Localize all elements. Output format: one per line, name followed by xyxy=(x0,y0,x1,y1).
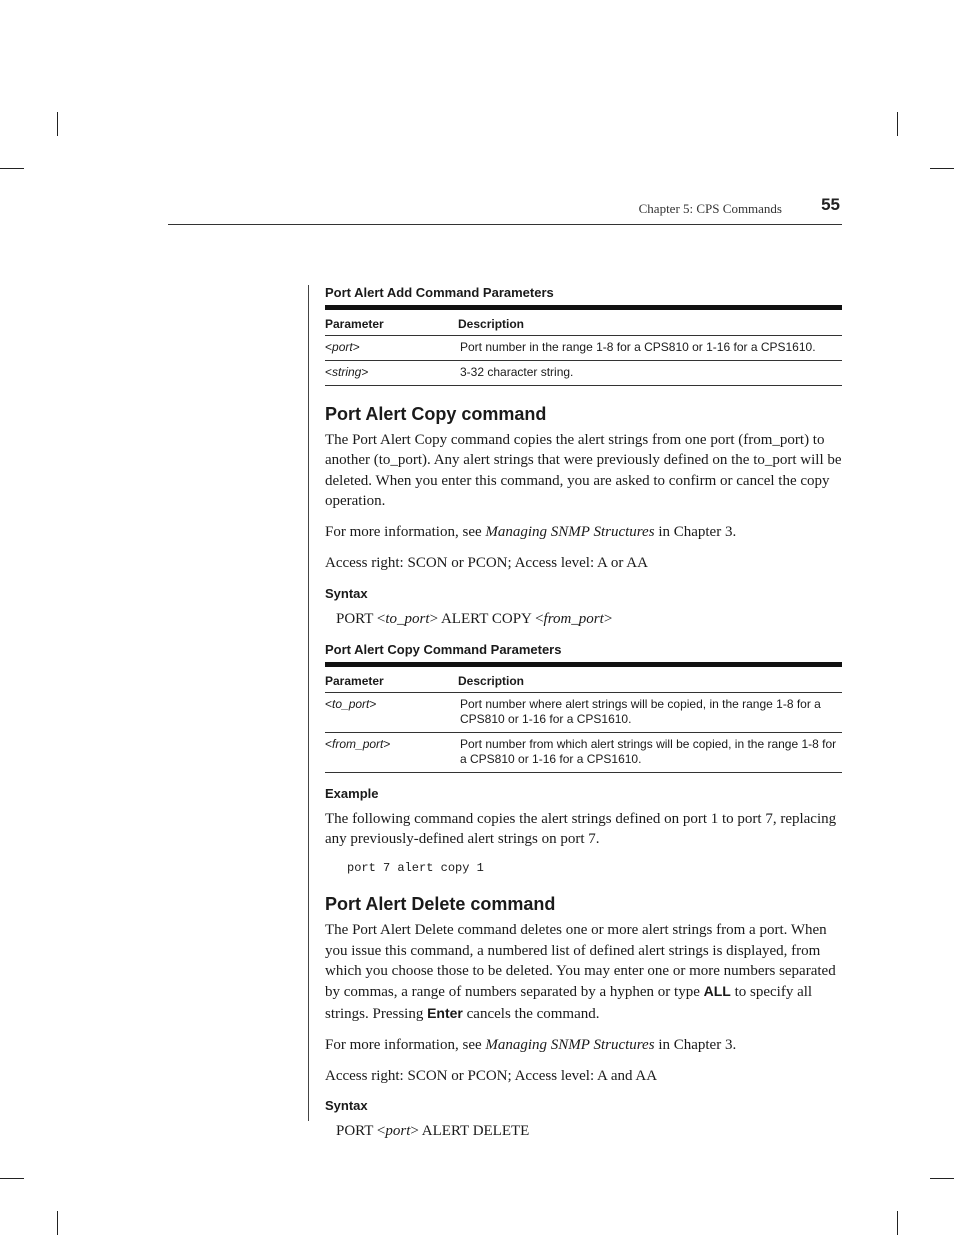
param-cell: <from_port> xyxy=(325,732,458,772)
desc-cell: Port number in the range 1-8 for a CPS810 or 1-16 for a CPS1610. xyxy=(458,336,842,361)
section-heading-copy: Port Alert Copy command xyxy=(325,404,547,424)
copy-access: Access right: SCON or PCON; Access level: A or AA xyxy=(325,555,648,572)
body-text: cancels the command. xyxy=(462,1005,600,1022)
crop-mark xyxy=(0,168,24,169)
param-name: to_port xyxy=(332,696,370,711)
delete-more-info xyxy=(325,1035,842,1055)
running-header xyxy=(168,196,842,225)
column-header: Description xyxy=(458,664,842,692)
table-row xyxy=(325,361,842,386)
param-name: port xyxy=(332,340,353,354)
table-header-row xyxy=(325,308,842,336)
crop-mark xyxy=(0,1178,24,1179)
syntax-text: > ALERT DELETE xyxy=(410,1123,530,1140)
add-params-table xyxy=(325,305,842,386)
table-row xyxy=(325,732,842,772)
desc-cell: Port number from which alert strings will be copied, in the range 1-8 for a CPS810 or 1-16 for a CPS1610. xyxy=(458,732,842,772)
page-content xyxy=(325,284,842,1153)
syntax-label: Syntax xyxy=(325,1098,368,1114)
syntax-arg: from_port xyxy=(543,610,604,627)
column-header: Parameter xyxy=(325,664,458,692)
more-info-suffix: in Chapter 3. xyxy=(654,1036,737,1053)
body-text: The Port Alert Delete command deletes one or more alert strings from a port. When you issue this command, a numbered list of defined alert strings is displayed, from which you choose those to be deleted. You may enter one or more numbers separated by commas, a range of numbers separated by a hyphen or type xyxy=(325,922,836,1001)
syntax-arg: to_port xyxy=(385,610,430,627)
param-name: string xyxy=(332,365,362,379)
cross-reference: Managing SNMP Structures xyxy=(485,1036,655,1053)
copy-description: The Port Alert Copy command copies the alert strings from one port (from_port) to another (to_port). Any alert strings that were previously defined on the to_port will be deleted. When you enter this command, you are asked to confirm or cancel the copy operation. xyxy=(325,432,842,509)
keyword-all: ALL xyxy=(703,983,731,1000)
syntax-text: > xyxy=(603,610,613,627)
keyword-enter: Enter xyxy=(427,1004,463,1021)
column-header: Parameter xyxy=(325,308,458,336)
table-header-row xyxy=(325,664,842,692)
copy-params-table xyxy=(325,662,842,773)
copy-more-info xyxy=(325,522,842,542)
table-title-copy: Port Alert Copy Command Parameters xyxy=(325,641,562,657)
cross-reference: Managing SNMP Structures xyxy=(485,524,655,541)
margin-rule xyxy=(308,285,309,1121)
delete-description xyxy=(325,920,842,1023)
param-cell: <string> xyxy=(325,361,458,386)
more-info-prefix: For more information, see xyxy=(325,1036,486,1053)
crop-mark xyxy=(930,1178,954,1179)
table-row xyxy=(325,692,842,732)
crop-mark xyxy=(57,112,58,136)
crop-mark xyxy=(897,112,898,136)
table-row xyxy=(325,336,842,361)
column-header: Description xyxy=(458,308,842,336)
example-code: port 7 alert copy 1 xyxy=(347,861,484,876)
more-info-prefix: For more information, see xyxy=(325,524,486,541)
section-heading-delete: Port Alert Delete command xyxy=(325,894,556,915)
desc-cell: Port number where alert strings will be copied, in the range 1-8 for a CPS810 or 1-16 for a CPS1610. xyxy=(458,692,842,732)
desc-cell: 3-32 character string. xyxy=(458,361,842,386)
example-description: The following command copies the alert strings defined on port 1 to port 7, replacing any previously-defined alert strings on port 7. xyxy=(325,810,837,848)
body-text: to specify all strings. Pressing xyxy=(325,984,813,1022)
syntax-arg: port xyxy=(385,1123,411,1140)
delete-syntax xyxy=(336,1121,842,1141)
crop-mark xyxy=(57,1211,58,1235)
crop-mark xyxy=(930,168,954,169)
delete-access: Access right: SCON or PCON; Access level: A and AA xyxy=(325,1068,658,1085)
table-title-add: Port Alert Add Command Parameters xyxy=(325,285,554,300)
param-cell: <to_port> xyxy=(325,692,458,732)
syntax-text: PORT < xyxy=(336,1123,386,1140)
page-number: 55 xyxy=(821,195,840,214)
param-cell: <port> xyxy=(325,336,458,361)
syntax-label: Syntax xyxy=(325,585,368,601)
syntax-text: > ALERT COPY < xyxy=(429,610,544,627)
chapter-label: Chapter 5: CPS Commands xyxy=(638,201,782,216)
example-label: Example xyxy=(325,785,379,801)
copy-syntax xyxy=(336,609,842,629)
crop-mark xyxy=(897,1211,898,1235)
param-name: from_port xyxy=(332,736,384,751)
syntax-text: PORT < xyxy=(336,610,386,627)
more-info-suffix: in Chapter 3. xyxy=(654,524,737,541)
